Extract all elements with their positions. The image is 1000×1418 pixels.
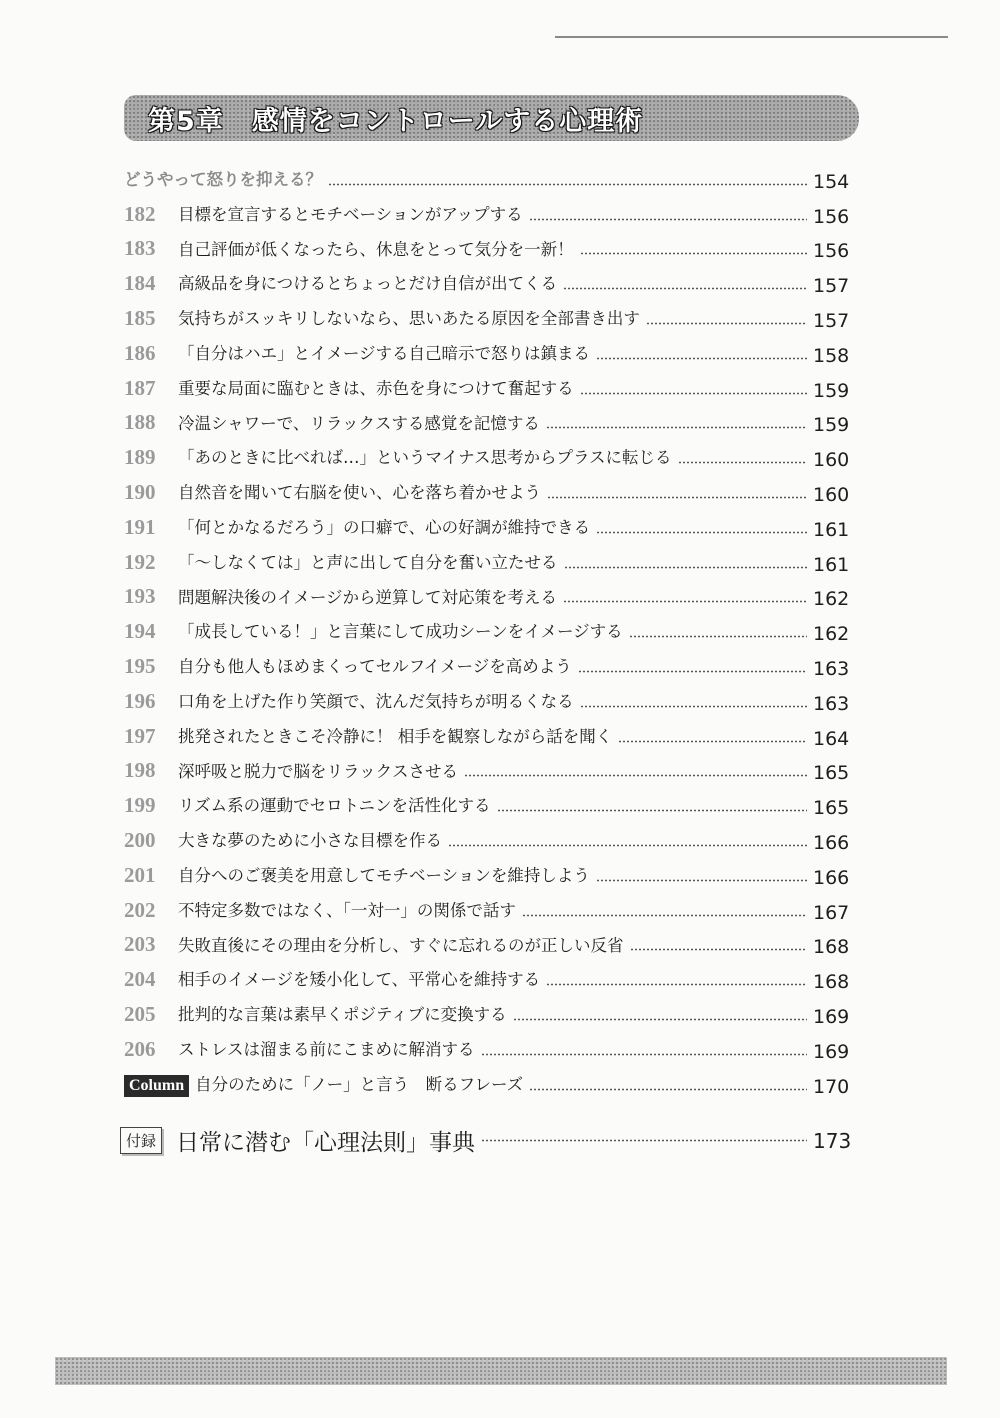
dot-leader — [563, 287, 807, 290]
entry-title: 「何とかなるだろう」の口癖で、心の好調が維持できる — [178, 517, 591, 537]
entry-number: 197 — [124, 723, 156, 748]
dot-leader — [448, 844, 807, 847]
toc-entry[interactable] — [124, 749, 857, 784]
toc-column-row[interactable] — [124, 1062, 857, 1097]
toc-list — [124, 157, 857, 1097]
page-number: 162 — [813, 623, 850, 646]
entry-number: 186 — [124, 340, 156, 365]
page-number: 159 — [813, 379, 850, 402]
page-number: 160 — [813, 449, 850, 472]
appendix-row[interactable] — [120, 1124, 857, 1157]
toc-entry[interactable] — [124, 609, 857, 644]
entry-number: 204 — [124, 967, 156, 992]
dot-leader — [513, 1018, 807, 1021]
page-number: 166 — [813, 866, 850, 889]
entry-title: 失敗直後にその理由を分析し、すぐに忘れるのが正しい反省 — [178, 935, 624, 955]
entry-title: 「あのときに比べれば…」というマイナス思考からプラスに転じる — [178, 448, 672, 468]
dot-leader — [546, 426, 807, 429]
dot-leader — [629, 635, 807, 638]
entry-number: 185 — [124, 305, 156, 330]
page-number: 164 — [813, 727, 850, 750]
dot-leader — [328, 183, 807, 186]
dot-leader — [529, 218, 807, 221]
page-number: 167 — [813, 901, 850, 924]
entry-title: 深呼吸と脱力で脳をリラックスさせる — [178, 761, 459, 781]
entry-number: 189 — [124, 445, 156, 470]
toc-entry[interactable] — [124, 853, 857, 888]
dot-leader — [678, 461, 807, 464]
column-title: 自分のために「ノー」と言う 断るフレーズ — [195, 1074, 524, 1094]
dot-leader — [596, 879, 807, 882]
entry-title: 「自分はハエ」とイメージする自己暗示で怒りは鎮まる — [178, 343, 591, 363]
dot-leader — [580, 705, 807, 708]
page-number: 156 — [813, 240, 850, 263]
toc-entry[interactable] — [124, 331, 857, 366]
entry-title: 口角を上げた作り笑顔で、沈んだ気持ちが明るくなる — [178, 691, 574, 711]
toc-entry[interactable] — [124, 714, 857, 749]
page-number: 165 — [813, 762, 850, 785]
toc-entry[interactable] — [124, 888, 857, 923]
entry-number: 188 — [124, 410, 156, 435]
page-number: 162 — [813, 588, 850, 611]
toc-entry[interactable] — [124, 992, 857, 1027]
entry-title: リズム系の運動でセロトニンを活性化する — [178, 796, 491, 816]
entry-number: 201 — [124, 862, 156, 887]
page-number: 166 — [813, 831, 850, 854]
toc-entry[interactable] — [124, 366, 857, 401]
dot-leader — [546, 983, 807, 986]
entry-title: 不特定多数ではなく、「一対一」の関係で話す — [178, 900, 516, 920]
entry-number: 190 — [124, 479, 156, 504]
entry-title: 大きな夢のために小さな目標を作る — [178, 831, 442, 851]
page-number: 154 — [813, 170, 850, 193]
toc-intro-title: どうやって怒りを抑える？ — [124, 170, 322, 189]
entry-title: 問題解決後のイメージから逆算して対応策を考える — [178, 587, 558, 607]
toc-entry[interactable] — [124, 296, 857, 331]
entry-title: 自分も他人もほめまくってセルフイメージを高めよう — [178, 657, 572, 677]
appendix-title: 日常に潜む「心理法則」事典 — [176, 1130, 476, 1156]
dot-leader — [464, 774, 807, 777]
page-number: 157 — [813, 309, 850, 332]
page-number: 163 — [813, 692, 850, 715]
dot-leader — [529, 1088, 807, 1091]
dot-leader — [497, 809, 807, 812]
entry-title: 相手のイメージを矮小化して、平常心を維持する — [178, 970, 541, 990]
dot-leader — [580, 252, 807, 255]
toc-entry[interactable] — [124, 957, 857, 992]
page-number: 157 — [813, 275, 850, 298]
entry-number: 206 — [124, 1036, 156, 1061]
dot-leader — [646, 322, 807, 325]
page-number: 161 — [813, 518, 850, 541]
column-badge: Column — [124, 1075, 189, 1096]
toc-entry[interactable] — [124, 575, 857, 610]
dot-leader — [596, 531, 807, 534]
entry-number: 200 — [124, 827, 156, 852]
entry-number: 191 — [124, 514, 156, 539]
dot-leader — [481, 1139, 807, 1142]
dot-leader — [481, 1053, 807, 1056]
entry-number: 187 — [124, 375, 156, 400]
toc-entry[interactable] — [124, 1027, 857, 1062]
entry-number: 193 — [124, 584, 156, 609]
page-number: 160 — [813, 483, 850, 506]
entry-title: 冷温シャワーで、リラックスする感覚を記憶する — [178, 413, 540, 433]
entry-number: 202 — [124, 897, 156, 922]
entry-title: 「〜しなくては」と声に出して自分を奮い立たせる — [178, 552, 558, 572]
toc-intro-row[interactable] — [124, 157, 857, 192]
entry-title: 挑発されたときこそ冷静に！ 相手を観察しながら話を聞く — [178, 726, 613, 746]
chapter-header — [124, 95, 859, 141]
entry-number: 199 — [124, 793, 156, 818]
page-number: 161 — [813, 553, 850, 576]
toc-entry[interactable] — [124, 401, 857, 436]
dot-leader — [522, 914, 807, 917]
entry-title: 気持ちがスッキリしないなら、思いあたる原因を全部書き出す — [178, 309, 640, 329]
page-number: 158 — [813, 344, 850, 367]
toc-entry[interactable] — [124, 644, 857, 679]
appendix-badge: 付録 — [120, 1127, 162, 1154]
entry-title: 高級品を身につけるとちょっとだけ自信が出てくる — [178, 274, 558, 294]
entry-number: 198 — [124, 758, 156, 783]
entry-number: 184 — [124, 271, 156, 296]
entry-number: 194 — [124, 619, 156, 644]
dot-leader — [564, 566, 808, 569]
entry-number: 192 — [124, 549, 156, 574]
entry-title: 自己評価が低くなったら、休息をとって気分を一新！ — [178, 239, 574, 259]
toc-entry[interactable] — [124, 679, 857, 714]
page-number: 168 — [813, 971, 850, 994]
dot-leader — [563, 600, 807, 603]
chapter-title: 第5章 感情をコントロールする心理術 — [148, 105, 644, 137]
page-number: 156 — [813, 205, 850, 228]
dot-leader — [578, 670, 807, 673]
dot-leader — [547, 496, 807, 499]
toc-entry[interactable] — [124, 470, 857, 505]
toc-entry[interactable] — [124, 818, 857, 853]
dot-leader — [596, 357, 807, 360]
top-rule — [555, 36, 948, 38]
page-number: 170 — [813, 1075, 850, 1098]
entry-title: 自分へのご褒美を用意してモチベーションを維持しよう — [178, 865, 590, 885]
toc-entry[interactable] — [124, 227, 857, 262]
toc-entry[interactable] — [124, 783, 857, 818]
entry-title: 「成長している！」と言葉にして成功シーンをイメージする — [178, 622, 623, 642]
entry-number: 195 — [124, 653, 156, 678]
dot-leader — [618, 740, 807, 743]
toc-entry[interactable] — [124, 540, 857, 575]
entry-number: 182 — [124, 201, 156, 226]
entry-number: 203 — [124, 932, 156, 957]
entry-title: ストレスは溜まる前にこまめに解消する — [178, 1039, 475, 1059]
toc-entry[interactable] — [124, 505, 857, 540]
page-number: 165 — [813, 797, 850, 820]
entry-title: 批判的な言葉は素早くポジティブに変換する — [178, 1005, 507, 1025]
entry-title: 目標を宣言するとモチベーションがアップする — [178, 204, 523, 224]
page-number: 169 — [813, 1040, 850, 1063]
toc-entry[interactable] — [124, 923, 857, 958]
dot-leader — [580, 392, 807, 395]
dot-leader — [630, 948, 808, 951]
toc-entry[interactable] — [124, 435, 857, 470]
page-number: 168 — [813, 936, 850, 959]
page-number: 169 — [813, 1005, 850, 1028]
page-number: 159 — [813, 414, 850, 437]
toc-entry[interactable] — [124, 261, 857, 296]
toc-entry[interactable] — [124, 192, 857, 227]
entry-number: 205 — [124, 1001, 156, 1026]
entry-title: 自然音を聞いて右脳を使い、心を落ち着かせよう — [178, 483, 541, 503]
page-number: 163 — [813, 657, 850, 680]
page-number: 173 — [813, 1128, 852, 1153]
bottom-band — [55, 1357, 947, 1385]
entry-number: 183 — [124, 236, 156, 261]
entry-number: 196 — [124, 688, 156, 713]
entry-title: 重要な局面に臨むときは、赤色を身につけて奮起する — [178, 378, 574, 398]
